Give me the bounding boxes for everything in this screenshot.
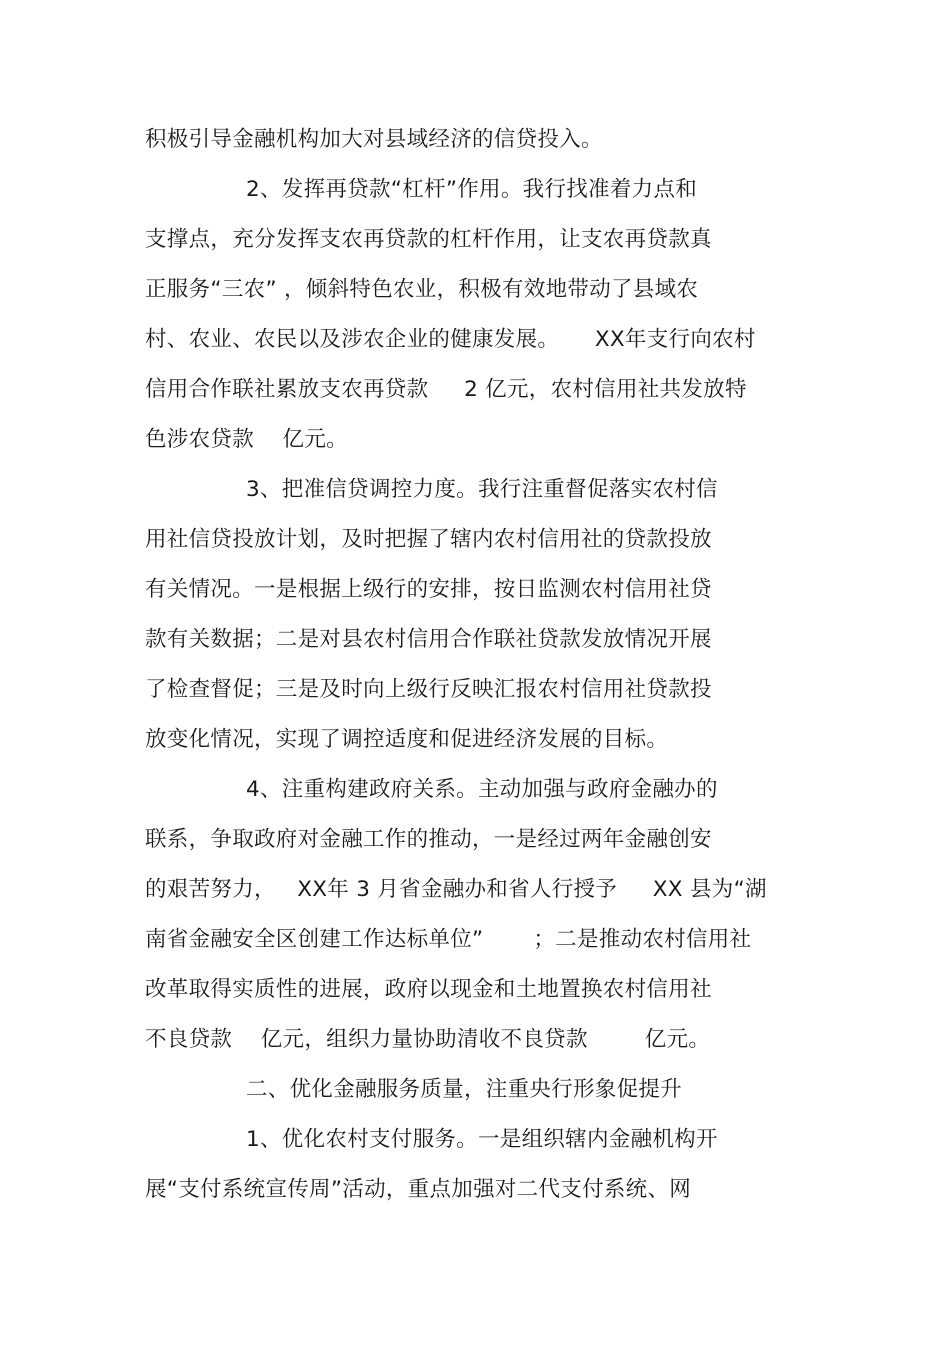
- text-line: 色涉农贷款 亿元。: [145, 427, 348, 452]
- text-line: 1、优化农村支付服务。一是组织辖内金融机构开: [246, 1127, 718, 1152]
- text-line: 改革取得实质性的进展，政府以现金和土地置换农村信用社: [145, 977, 712, 1002]
- text-line: 款有关数据；二是对县农村信用合作联社贷款发放情况开展: [145, 627, 712, 652]
- text-line: 村、农业、农民以及涉农企业的健康发展。 XX年支行向农村: [145, 327, 756, 352]
- text-line: 正服务“三农” ，倾斜特色农业，积极有效地带动了县域农: [145, 277, 699, 302]
- text-line: 有关情况。一是根据上级行的安排，按日监测农村信用社贷: [145, 577, 712, 602]
- text-line: 积极引导金融机构加大对县域经济的信贷投入。: [145, 127, 603, 152]
- text-line: 了检查督促；三是及时向上级行反映汇报农村信用社贷款投: [145, 677, 712, 702]
- text-line: 2、发挥再贷款“杠杆”作用。我行找准着力点和: [246, 177, 698, 202]
- text-line: 不良贷款 亿元，组织力量协助清收不良贷款 亿元。: [145, 1027, 711, 1052]
- text-line: 4、注重构建政府关系。主动加强与政府金融办的: [246, 777, 718, 802]
- text-line: 支撑点，充分发挥支农再贷款的杠杆作用，让支农再贷款真: [145, 227, 712, 252]
- section-heading: 二、优化金融服务质量，注重央行形象促提升: [246, 1077, 683, 1102]
- text-line: 南省金融安全区创建工作达标单位” ；二是推动农村信用社: [145, 927, 752, 952]
- text-line: 3、把准信贷调控力度。我行注重督促落实农村信: [246, 477, 718, 502]
- text-line: 的艰苦努力， XX年 3 月省金融办和省人行授予 XX 县为“湖: [145, 877, 767, 902]
- text-line: 放变化情况，实现了调控适度和促进经济发展的目标。: [145, 727, 669, 752]
- text-line: 联系，争取政府对金融工作的推动，一是经过两年金融创安: [145, 827, 712, 852]
- text-line: 信用合作联社累放支农再贷款 2 亿元，农村信用社共发放特: [145, 377, 747, 402]
- text-line: 用社信贷投放计划，及时把握了辖内农村信用社的贷款投放: [145, 527, 712, 552]
- text-line: 展“支付系统宣传周”活动，重点加强对二代支付系统、网: [145, 1177, 692, 1202]
